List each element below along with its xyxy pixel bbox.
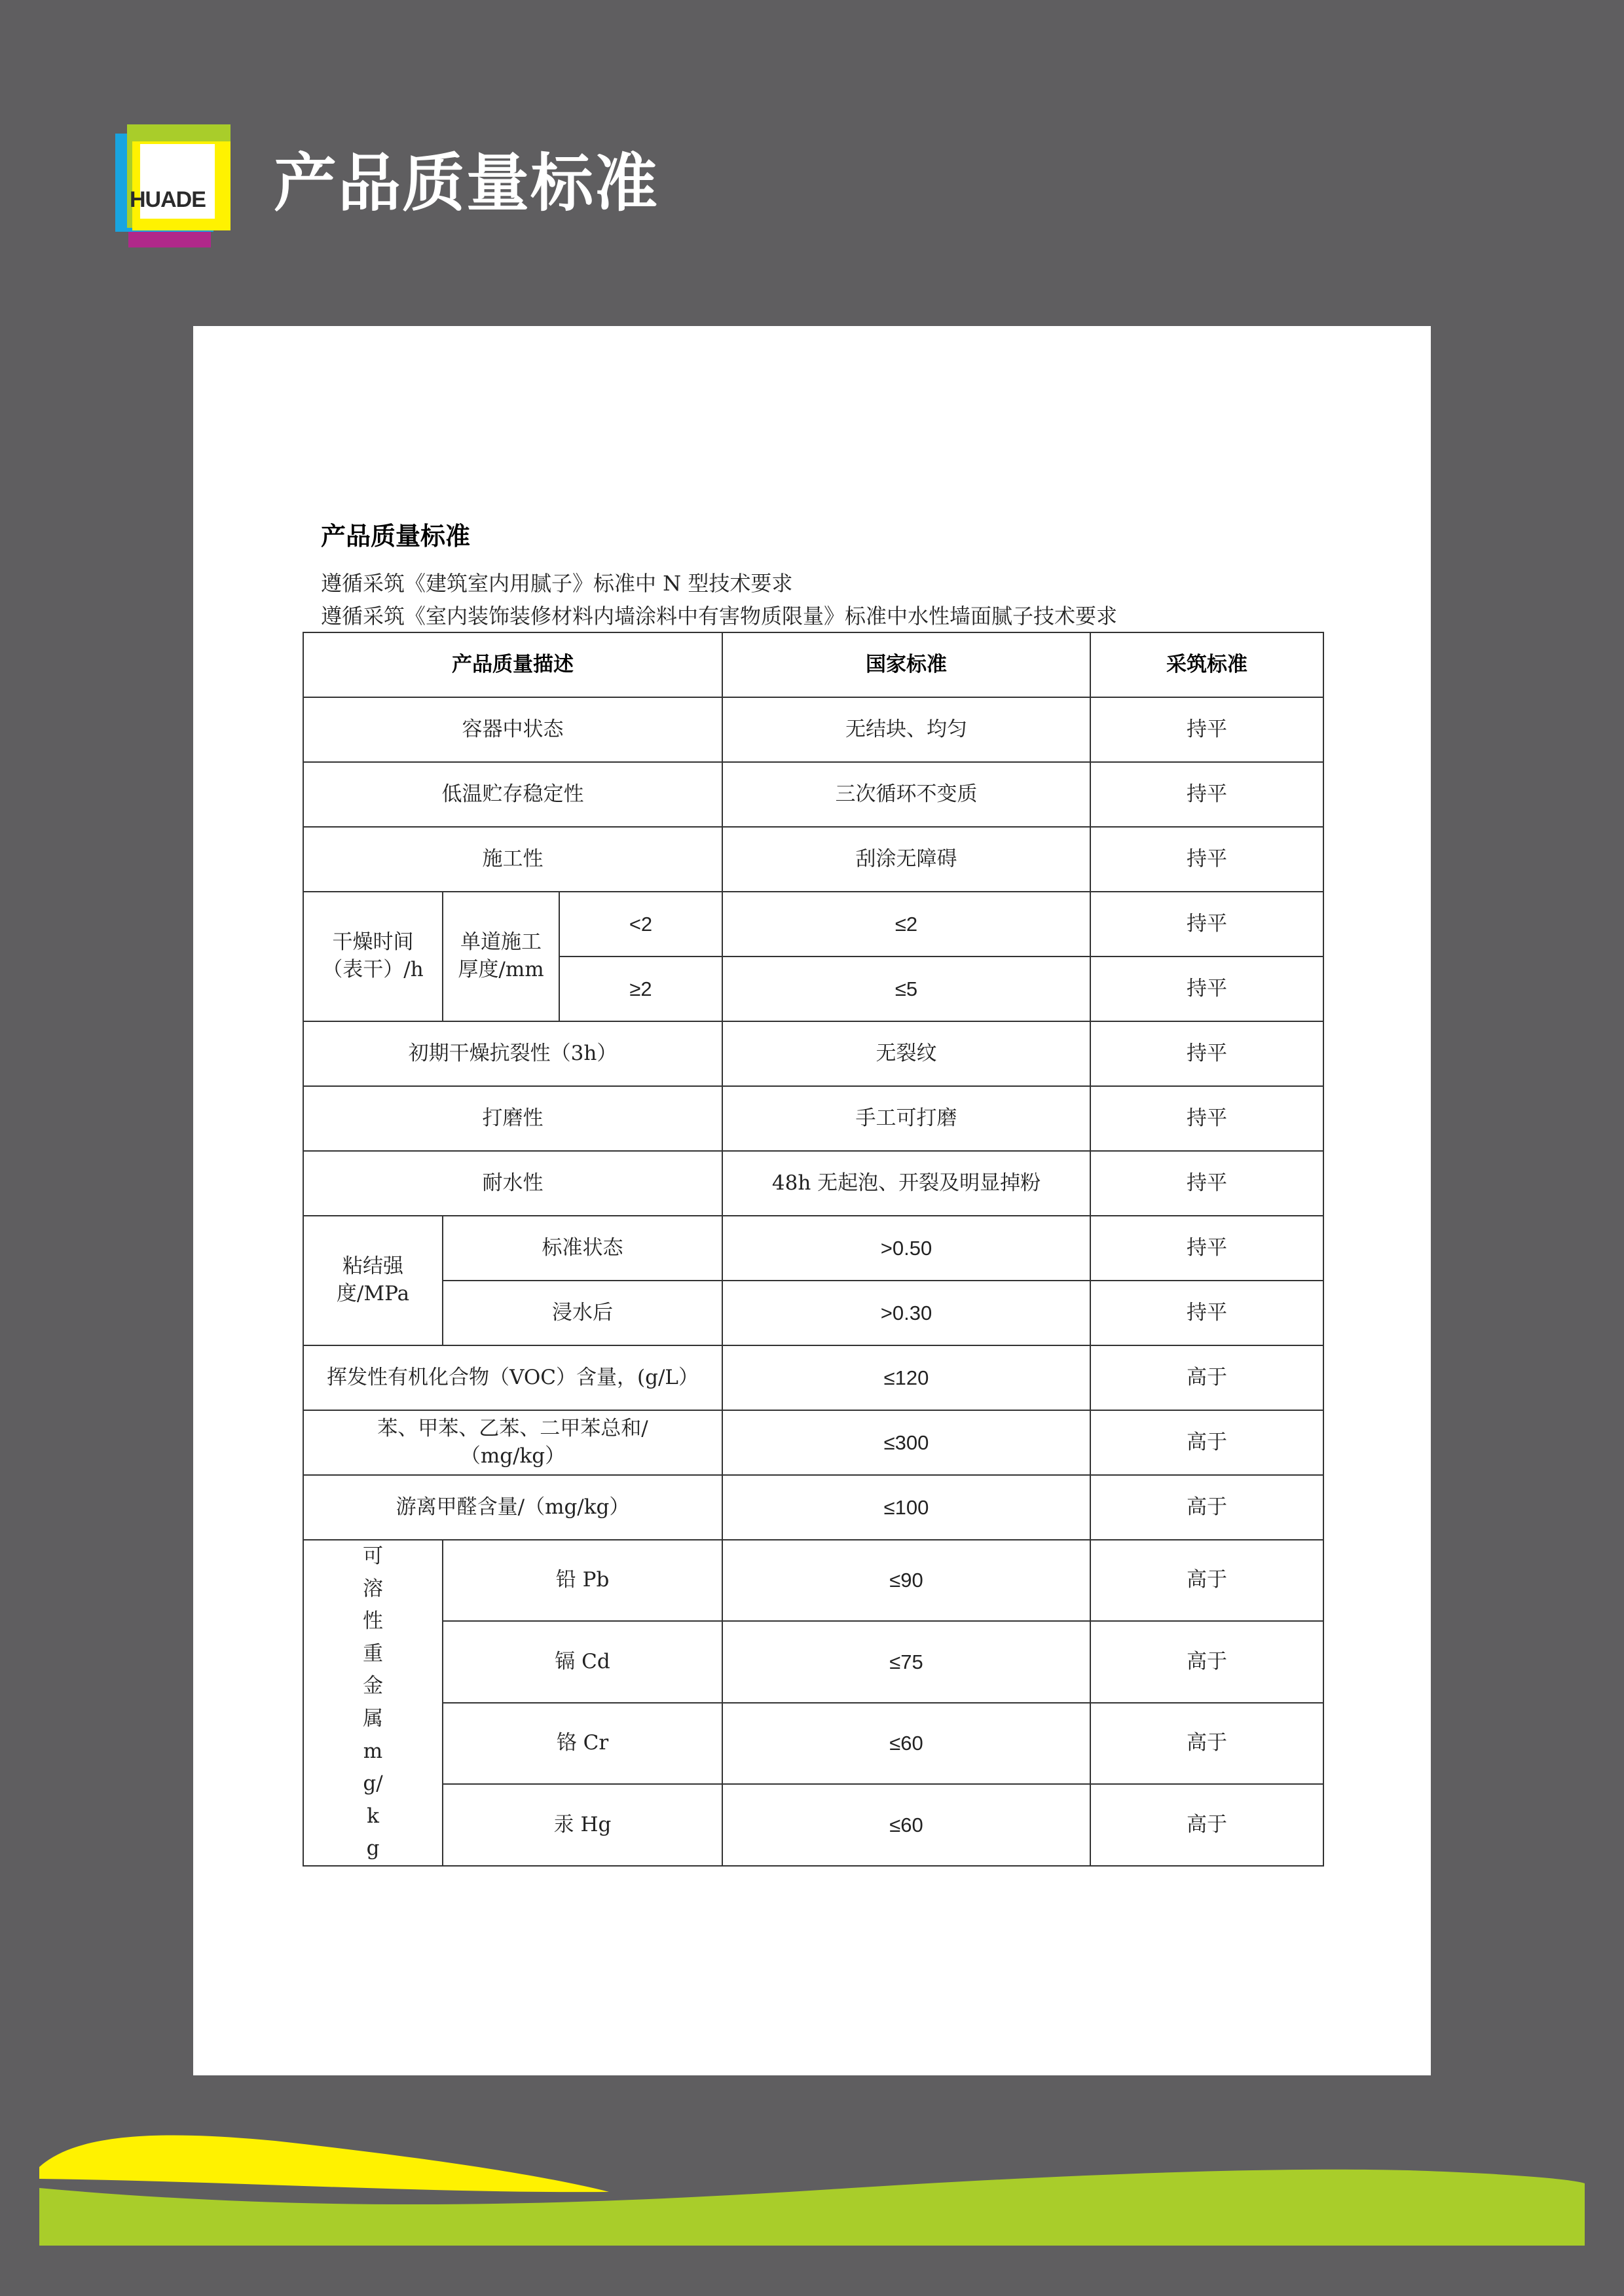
national-value: ≤2 — [722, 892, 1090, 957]
row-label: 挥发性有机化合物（VOC）含量，(g/L） — [303, 1345, 722, 1410]
heavy-metals-label-text: 可溶性重金属mg/kg — [363, 1544, 383, 1861]
drying-thickness-label-text: 单道施工厚度/mm — [458, 930, 544, 981]
table-row — [303, 762, 1323, 827]
drying-time-label-text: 干燥时间（表干）/h — [322, 930, 424, 981]
table-row — [303, 1475, 1323, 1540]
bond-strength-label — [303, 1216, 443, 1345]
national-value: 三次循环不变质 — [722, 762, 1090, 827]
caizhu-value: 持平 — [1090, 892, 1323, 957]
table-row — [303, 697, 1323, 762]
condition-cell: 铅 Pb — [443, 1540, 722, 1621]
drying-time-label — [303, 892, 443, 1021]
row-label — [303, 1410, 722, 1475]
condition-cell: 镉 Cd — [443, 1621, 722, 1702]
row-label-text: 苯、甲苯、乙苯、二甲苯总和/（mg/kg） — [377, 1416, 648, 1468]
caizhu-value: 持平 — [1090, 827, 1323, 892]
row-label: 初期干燥抗裂性（3h） — [303, 1021, 722, 1086]
table-row — [303, 1784, 1323, 1865]
table-row — [303, 1410, 1323, 1475]
row-label: 游离甲醛含量/（mg/kg） — [303, 1475, 722, 1540]
row-label: 打磨性 — [303, 1086, 722, 1151]
national-value: ≤5 — [722, 957, 1090, 1021]
table-row — [303, 1540, 1323, 1621]
national-value: ≤75 — [722, 1621, 1090, 1702]
condition-cell: 标准状态 — [443, 1216, 722, 1281]
condition-cell: 铬 Cr — [443, 1703, 722, 1784]
drying-thickness-label — [443, 892, 559, 1021]
row-label: 耐水性 — [303, 1151, 722, 1216]
document-title: 产品质量标准 — [321, 522, 471, 551]
bond-strength-label-text: 粘结强度/MPa — [336, 1254, 410, 1305]
caizhu-value: 持平 — [1090, 957, 1323, 1021]
caizhu-value: 持平 — [1090, 1151, 1323, 1216]
national-value: ≤300 — [722, 1410, 1090, 1475]
national-value: 无裂纹 — [722, 1021, 1090, 1086]
national-value: ≤90 — [722, 1540, 1090, 1621]
table-row — [303, 1151, 1323, 1216]
condition-cell: 浸水后 — [443, 1281, 722, 1345]
national-value: 手工可打磨 — [722, 1086, 1090, 1151]
row-label: 容器中状态 — [303, 697, 722, 762]
caizhu-value: 高于 — [1090, 1621, 1323, 1702]
table-row — [303, 1086, 1323, 1151]
caizhu-value: 持平 — [1090, 1216, 1323, 1281]
condition-cell: ≥2 — [559, 957, 722, 1021]
national-value: 48h 无起泡、开裂及明显掉粉 — [722, 1151, 1090, 1216]
condition-cell: 汞 Hg — [443, 1784, 722, 1865]
national-value: ≤100 — [722, 1475, 1090, 1540]
national-value: >0.30 — [722, 1281, 1090, 1345]
national-value: ≤60 — [722, 1784, 1090, 1865]
caizhu-value: 持平 — [1090, 1281, 1323, 1345]
table-row — [303, 1281, 1323, 1345]
caizhu-value: 高于 — [1090, 1410, 1323, 1475]
quality-standard-table — [303, 632, 1324, 1867]
document-paper — [193, 326, 1431, 2075]
table-row — [303, 827, 1323, 892]
national-value: ≤120 — [722, 1345, 1090, 1410]
yellow-wave — [39, 2135, 609, 2192]
caizhu-value: 高于 — [1090, 1475, 1323, 1540]
table-row — [303, 1621, 1323, 1702]
intro-line-2: 遵循采筑《室内装饰装修材料内墙涂料中有害物质限量》标准中水性墙面腻子技术要求 — [321, 604, 1118, 629]
caizhu-value: 持平 — [1090, 762, 1323, 827]
huade-logo — [115, 124, 231, 247]
table-row — [303, 892, 1323, 957]
logo-text: HUADE — [130, 187, 206, 212]
decorative-wave-footer — [0, 2115, 1624, 2296]
header-description: 产品质量描述 — [303, 632, 722, 697]
caizhu-value: 高于 — [1090, 1540, 1323, 1621]
header-national-standard: 国家标准 — [722, 632, 1090, 697]
table-header-row — [303, 632, 1323, 697]
intro-line-1: 遵循采筑《建筑室内用腻子》标准中 N 型技术要求 — [321, 571, 793, 596]
table-row — [303, 1021, 1323, 1086]
national-value: >0.50 — [722, 1216, 1090, 1281]
table-row — [303, 1216, 1323, 1281]
table-row — [303, 1345, 1323, 1410]
header-title: 产品质量标准 — [274, 147, 659, 220]
condition-cell: <2 — [559, 892, 722, 957]
heavy-metals-label — [303, 1540, 443, 1866]
caizhu-value: 高于 — [1090, 1703, 1323, 1784]
national-value: 刮涂无障碍 — [722, 827, 1090, 892]
national-value: ≤60 — [722, 1703, 1090, 1784]
caizhu-value: 高于 — [1090, 1784, 1323, 1865]
caizhu-value: 持平 — [1090, 697, 1323, 762]
caizhu-value: 高于 — [1090, 1345, 1323, 1410]
caizhu-value: 持平 — [1090, 1021, 1323, 1086]
row-label: 低温贮存稳定性 — [303, 762, 722, 827]
header-caizhu-standard: 采筑标准 — [1090, 632, 1323, 697]
table-row — [303, 1703, 1323, 1784]
national-value: 无结块、均匀 — [722, 697, 1090, 762]
row-label: 施工性 — [303, 827, 722, 892]
caizhu-value: 持平 — [1090, 1086, 1323, 1151]
